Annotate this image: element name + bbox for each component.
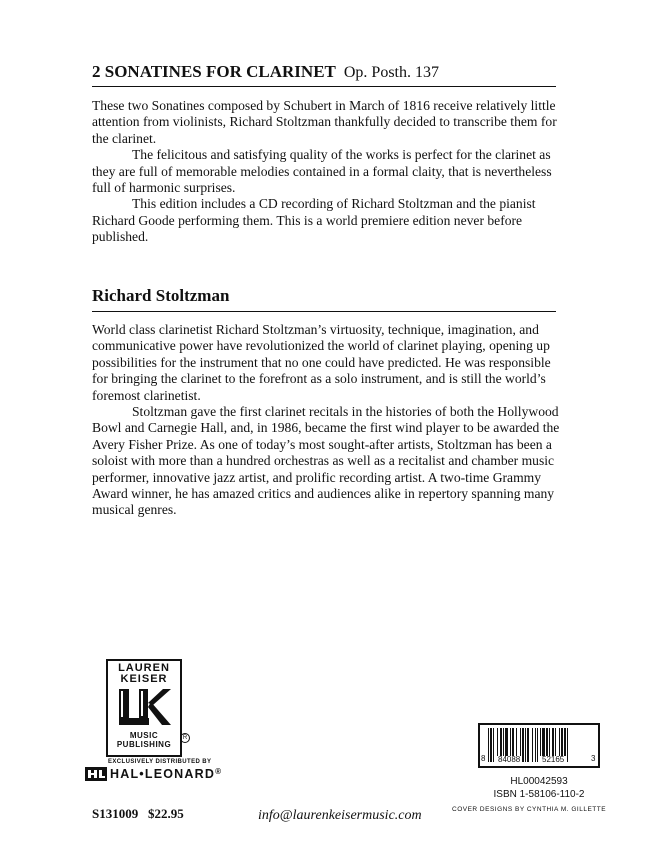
barcode-bar (488, 728, 489, 762)
bio-paragraph-2: Stoltzman gave the first clarinet recitals in the histories of both the Hollywood Bowl and Carnegie Hall, and, in 1986, became the first wind player to be awarded the Avery Fisher Prize. As one of today’s most sought-after artists, Stoltzman has been a soloist with more than a hundred orchestras as well as a recitalist and chamber music performer, innovative jazz artist, and prolific recording artist. A two-time Grammy Award winner, he has amazed critics and audiences alike in repertory spanning many musical genres. (92, 404, 560, 518)
barcode-lead-digit: 8 (481, 754, 486, 763)
bio-text (92, 322, 560, 519)
price-value: $22.95 (147, 806, 184, 821)
cover-design-credit: COVER DESIGNS BY CYNTHIA M. GILLETTE (452, 806, 607, 813)
lk-monogram-icon (115, 687, 173, 729)
bio-heading: Richard Stoltzman (92, 286, 230, 305)
distributed-by-label: EXCLUSIVELY DISTRIBUTED BY (108, 759, 212, 765)
contact-email: info@laurenkeisermusic.com (258, 808, 422, 823)
bio-paragraph-1: World class clarinetist Richard Stoltzman’s virtuosity, technique, imagination, and communicative power have revolutionized the world of clarinet playing, opening up possibilities for the instrument that no one could have predicted. He was responsible for bringing the clarinet to the forefront as a solo instrument, and is still the world’s foremost clarinetist. (92, 322, 551, 403)
sonatines-rule (92, 86, 556, 87)
barcode-group-1: 84088 (498, 755, 521, 764)
lauren-keiser-logo (106, 659, 182, 757)
sonatines-description (92, 98, 560, 246)
barcode-bar (525, 728, 526, 762)
barcode-bar (567, 728, 568, 762)
registered-mark-icon: R (180, 733, 190, 743)
sonatines-heading (92, 62, 439, 82)
barcode-bar (493, 728, 494, 762)
barcode-group-2: 52165 (542, 755, 565, 764)
opus-number: Op. Posth. 137 (343, 64, 439, 81)
logo-line-lauren: LAUREN (118, 662, 170, 674)
bio-rule (92, 311, 556, 312)
sonatines-paragraph-3: This edition includes a CD recording of Richard Stoltzman and the pianist Richard Goode performing them. This is a world premiere edition never before published. (92, 196, 536, 245)
hl-product-code: HL00042593 (510, 776, 568, 787)
barcode-bar (522, 728, 524, 762)
hal-leonard-wordmark: HAL•LEONARD (110, 767, 216, 781)
barcode (478, 723, 600, 768)
barcode-bar (527, 728, 529, 762)
barcode-bar (537, 728, 538, 762)
barcode-bar (535, 728, 536, 762)
barcode-check-digit: 3 (591, 754, 596, 763)
sonatines-paragraph-1: These two Sonatines composed by Schubert in March of 1816 receive relatively little attention from violinists, Richard Stoltzman thankfully decided to transcribe them for the clarinet. (92, 98, 557, 146)
logo-line-music: MUSIC (129, 731, 159, 740)
barcode-bar (532, 728, 533, 762)
barcode-bar (490, 728, 492, 762)
hal-leonard-name (110, 767, 222, 781)
sonatines-paragraph-2: The felicitous and satisfying quality of the works is perfect for the clarinet as they are full of memorable melodies contained in a formal claity, that is nevertheless full of harmonic surprises. (92, 147, 552, 196)
hal-leonard-logo-icon (85, 767, 107, 781)
isbn-number: ISBN 1-58106-110-2 (493, 789, 585, 800)
logo-line-publishing: PUBLISHING (116, 740, 172, 749)
catalog-price (92, 806, 184, 822)
sonatines-title: 2 SONATINES FOR CLARINET (92, 62, 336, 81)
logo-line-keiser: KEISER (120, 673, 168, 685)
catalog-code: S131009 (92, 806, 139, 821)
trademark-symbol: ® (215, 767, 223, 776)
